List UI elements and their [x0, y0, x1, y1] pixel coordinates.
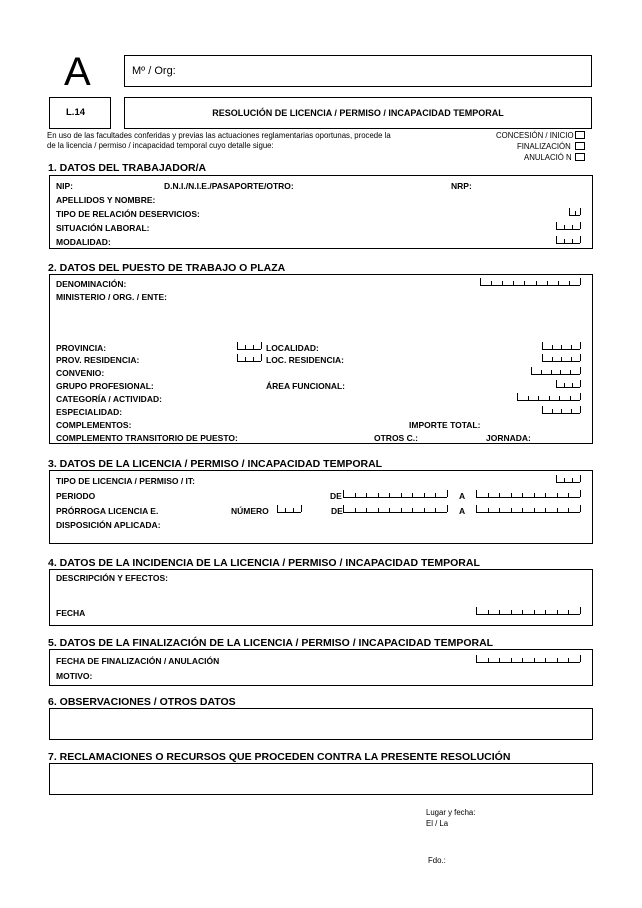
apellidos-label: APELLIDOS Y NOMBRE: — [56, 195, 156, 205]
ministerio-label: MINISTERIO / ORG. / ENTE: — [56, 292, 167, 302]
area-label: ÁREA FUNCIONAL: — [266, 381, 346, 391]
periodo-hasta-cells[interactable] — [476, 491, 580, 498]
prov-residencia-label: PROV. RESIDENCIA: — [56, 355, 140, 365]
section-7-title: 7. RECLAMACIONES O RECURSOS QUE PROCEDEN CONTRA LA PRESENTE RESOLUCIÓN — [48, 751, 511, 763]
section-6-title: 6. OBSERVACIONES / OTROS DATOS — [48, 696, 236, 708]
situacion-cells[interactable] — [556, 223, 580, 230]
localidad-cells[interactable] — [542, 343, 580, 350]
dni-label: D.N.I./N.I.E./PASAPORTE/OTRO: — [164, 181, 294, 191]
numero-cells[interactable] — [277, 506, 301, 513]
convenio-label: CONVENIO: — [56, 368, 105, 378]
provincia-cells[interactable] — [237, 343, 261, 350]
comp-transitorio-label: COMPLEMENTO TRANSITORIO DE PUESTO: — [56, 433, 238, 443]
form-title: RESOLUCIÓN DE LICENCIA / PERMISO / INCAPACIDAD TEMPORAL — [212, 108, 504, 118]
section-2-title: 2. DATOS DEL PUESTO DE TRABAJO O PLAZA — [48, 262, 286, 274]
org-label: Mº / Org: — [132, 65, 176, 77]
prorroga-hasta-cells[interactable] — [476, 506, 580, 513]
localidad-label: LOCALIDAD: — [266, 343, 319, 353]
denominacion-label: DENOMINACIÓN: — [56, 279, 127, 289]
loc-residencia-cells[interactable] — [542, 355, 580, 362]
intro-line-2: de la licencia / permiso / incapacidad temporal cuyo detalle sigue: — [47, 141, 274, 150]
especialidad-label: ESPECIALIDAD: — [56, 407, 123, 417]
incidencia-fecha-cells[interactable] — [476, 608, 580, 615]
descripcion-label: DESCRIPCIÓN Y EFECTOS: — [56, 573, 168, 583]
tipo-licencia-cells[interactable] — [556, 476, 580, 483]
nip-label: NIP: — [56, 181, 73, 191]
section-1-title: 1. DATOS DEL TRABAJADOR/A — [48, 162, 207, 174]
modalidad-label: MODALIDAD: — [56, 237, 111, 247]
numero-label: NÚMERO — [231, 506, 269, 516]
tipo-licencia-label: TIPO DE LICENCIA / PERMISO / IT: — [56, 476, 196, 486]
convenio-cells[interactable] — [531, 368, 580, 375]
reclamaciones-box[interactable] — [49, 763, 593, 795]
section-5-box — [49, 649, 593, 686]
incidencia-fecha-label: FECHA — [56, 608, 86, 618]
nrp-label: NRP: — [451, 181, 472, 191]
lugar-fecha-label: Lugar y fecha: — [426, 808, 476, 817]
area-cells[interactable] — [556, 381, 580, 388]
intro-line-1: En uso de las facultades conferidas y previas las actuaciones reglamentarias oportunas, procede la — [47, 131, 391, 140]
periodo-desde-cells[interactable] — [343, 491, 447, 498]
tipo-relacion-cells[interactable] — [569, 209, 580, 216]
prorroga-de-label: DE — [331, 506, 343, 516]
modalidad-cells[interactable] — [556, 237, 580, 244]
prorroga-a-label: A — [459, 506, 466, 516]
especialidad-cells[interactable] — [542, 407, 580, 414]
prorroga-desde-cells[interactable] — [343, 506, 447, 513]
periodo-label: PERIODO — [56, 491, 96, 501]
finalizacion-checkbox[interactable] — [575, 142, 585, 150]
denominacion-cells[interactable] — [480, 279, 580, 286]
option-anulacion-label: ANULACIÓ N — [524, 153, 572, 162]
loc-residencia-label: LOC. RESIDENCIA: — [266, 355, 344, 365]
anulacion-checkbox[interactable] — [575, 153, 585, 161]
complementos-label: COMPLEMENTOS: — [56, 420, 132, 430]
periodo-a-label: A — [459, 491, 466, 501]
disposicion-label: DISPOSICIÓN APLICADA: — [56, 520, 161, 530]
fecha-finalizacion-cells[interactable] — [476, 656, 580, 663]
option-concesion-label: CONCESIÓN / INICIO — [496, 131, 574, 140]
section-3-title: 3. DATOS DE LA LICENCIA / PERMISO / INCAPACIDAD TEMPORAL — [48, 458, 383, 470]
prov-residencia-cells[interactable] — [237, 355, 261, 362]
firma-label: Fdo.: — [428, 856, 446, 865]
section-5-title: 5. DATOS DE LA FINALIZACIÓN DE LA LICENCIA / PERMISO / INCAPACIDAD TEMPORAL — [48, 637, 494, 649]
categoria-label: CATEGORÍA / ACTIVIDAD: — [56, 394, 162, 404]
situacion-label: SITUACIÓN LABORAL: — [56, 223, 150, 233]
provincia-label: PROVINCIA: — [56, 343, 107, 353]
form-code: L.14 — [66, 107, 86, 118]
observaciones-box[interactable] — [49, 708, 593, 740]
el-la-label: El / La — [426, 819, 449, 828]
prorroga-label: PRÓRROGA LICENCIA E. — [56, 506, 159, 516]
jornada-label: JORNADA: — [486, 433, 531, 443]
grupo-label: GRUPO PROFESIONAL: — [56, 381, 154, 391]
option-finalizacion-label: FINALIZACIÓN — [517, 142, 571, 151]
fecha-finalizacion-label: FECHA DE FINALIZACIÓN / ANULACIÓN — [56, 656, 220, 666]
org-field[interactable] — [124, 55, 592, 87]
categoria-cells[interactable] — [517, 394, 580, 401]
concesion-checkbox[interactable] — [575, 131, 585, 139]
section-4-title: 4. DATOS DE LA INCIDENCIA DE LA LICENCIA / PERMISO / INCAPACIDAD TEMPORAL — [48, 557, 480, 569]
periodo-de-label: DE — [330, 491, 342, 501]
otros-label: OTROS C.: — [374, 433, 418, 443]
motivo-label: MOTIVO: — [56, 671, 93, 681]
tipo-relacion-label: TIPO DE RELACIÓN DESERVICIOS: — [56, 209, 200, 219]
form-letter: A — [64, 50, 91, 94]
importe-label: IMPORTE TOTAL: — [409, 420, 481, 430]
